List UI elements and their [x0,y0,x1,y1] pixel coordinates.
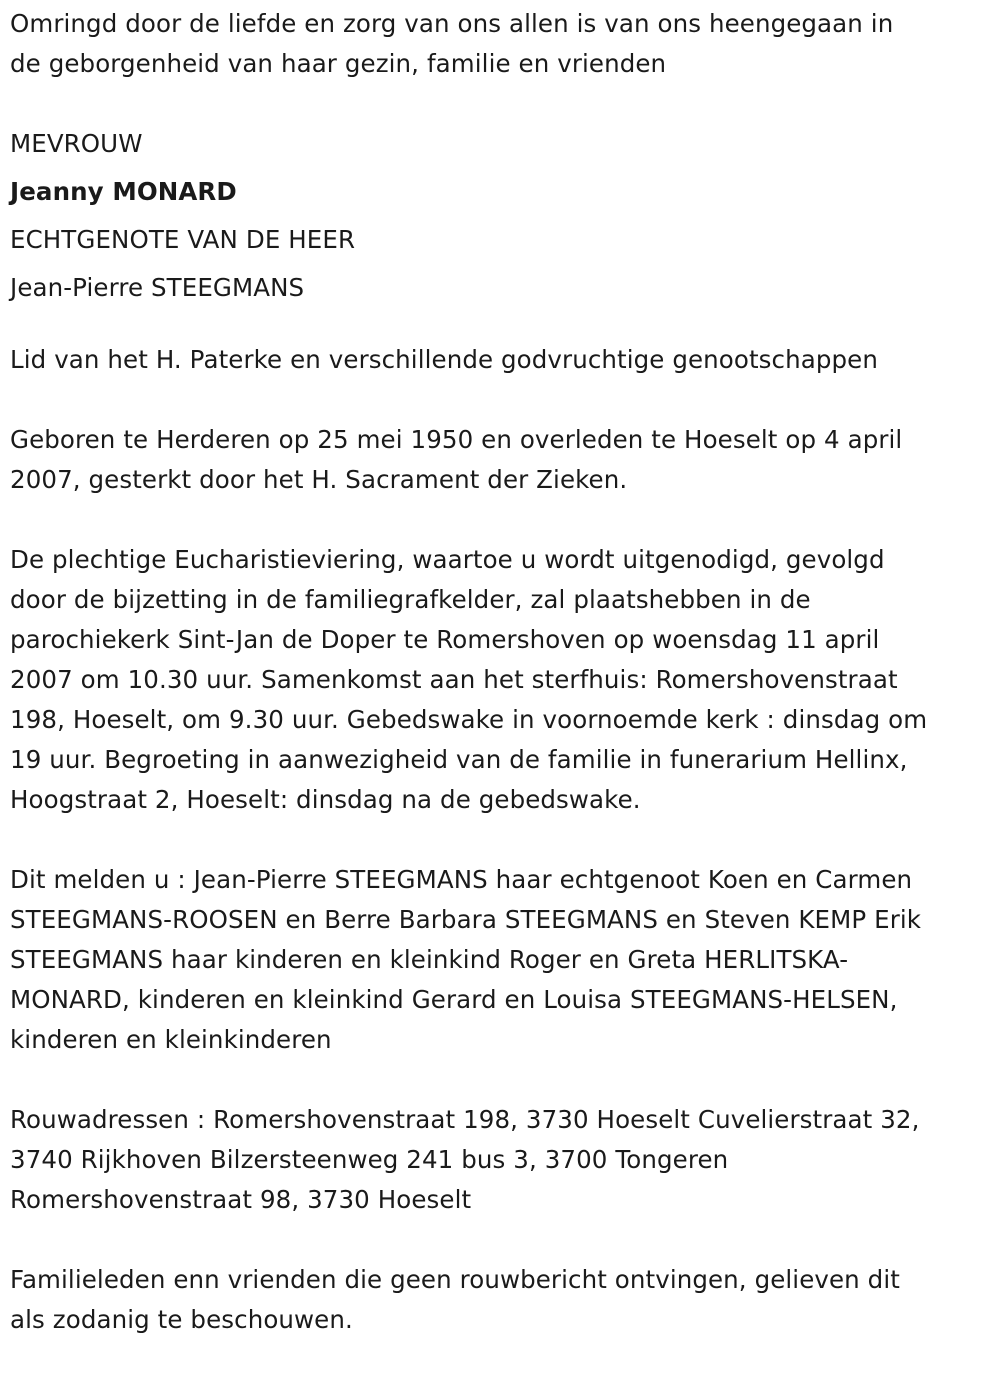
announcers-paragraph [10,860,995,1060]
service-line: 2007 om 10.30 uur. Samenkomst aan het sterfhuis: Romershovenstraat [10,665,898,694]
intro-line: Omringd door de liefde en zorg van ons allen is van ons heengegaan in [10,9,894,38]
closing-line: als zodanig te beschouwen. [10,1305,353,1334]
birth-death-line: Geboren te Herderen op 25 mei 1950 en overleden te Hoeselt op 4 april [10,425,903,454]
service-paragraph [10,540,995,820]
address-line: 3740 Rijkhoven Bilzersteenweg 241 bus 3, 3700 Tongeren [10,1145,729,1174]
deceased-name: Jeanny MONARD [10,177,237,206]
service-line: De plechtige Eucharistieviering, waartoe u wordt uitgenodigd, gevolgd [10,545,885,574]
spouse-name: Jean-Pierre STEEGMANS [10,273,305,302]
address-line: Romershovenstraat 98, 3730 Hoeselt [10,1185,472,1214]
service-line: 198, Hoeselt, om 9.30 uur. Gebedswake in voornoemde kerk : dinsdag om [10,705,928,734]
deceased-block [10,124,995,308]
announcers-line: Dit melden u : Jean-Pierre STEEGMANS haar echtgenoot Koen en Carmen [10,865,913,894]
announcers-line: kinderen en kleinkinderen [10,1025,332,1054]
addresses-paragraph [10,1100,995,1220]
service-line: door de bijzetting in de familiegrafkelder, zal plaatshebben in de [10,585,811,614]
intro-line: de geborgenheid van haar gezin, familie en vrienden [10,49,667,78]
service-line: 19 uur. Begroeting in aanwezigheid van de familie in funerarium Hellinx, [10,745,908,774]
announcers-line: MONARD, kinderen en kleinkind Gerard en Louisa STEEGMANS-HELSEN, [10,985,898,1014]
closing-paragraph [10,1260,995,1340]
service-line: Hoogstraat 2, Hoeselt: dinsdag na de gebedswake. [10,785,641,814]
birth-death-paragraph [10,420,995,500]
obituary-notice [10,4,995,1380]
relation-label: ECHTGENOTE VAN DE HEER [10,225,356,254]
service-line: parochiekerk Sint-Jan de Doper te Romershoven op woensdag 11 april [10,625,880,654]
birth-death-line: 2007, gesterkt door het H. Sacrament der Zieken. [10,465,628,494]
intro-paragraph [10,4,995,84]
address-line: Rouwadressen : Romershovenstraat 198, 3730 Hoeselt Cuvelierstraat 32, [10,1105,920,1134]
announcers-line: STEEGMANS-ROOSEN en Berre Barbara STEEGMANS en Steven KEMP Erik [10,905,922,934]
salutation: MEVROUW [10,129,143,158]
announcers-line: STEEGMANS haar kinderen en kleinkind Roger en Greta HERLITSKA- [10,945,849,974]
membership-paragraph [10,340,995,380]
membership-line: Lid van het H. Paterke en verschillende godvruchtige genootschappen [10,345,878,374]
closing-line: Familieleden enn vrienden die geen rouwbericht ontvingen, gelieven dit [10,1265,900,1294]
